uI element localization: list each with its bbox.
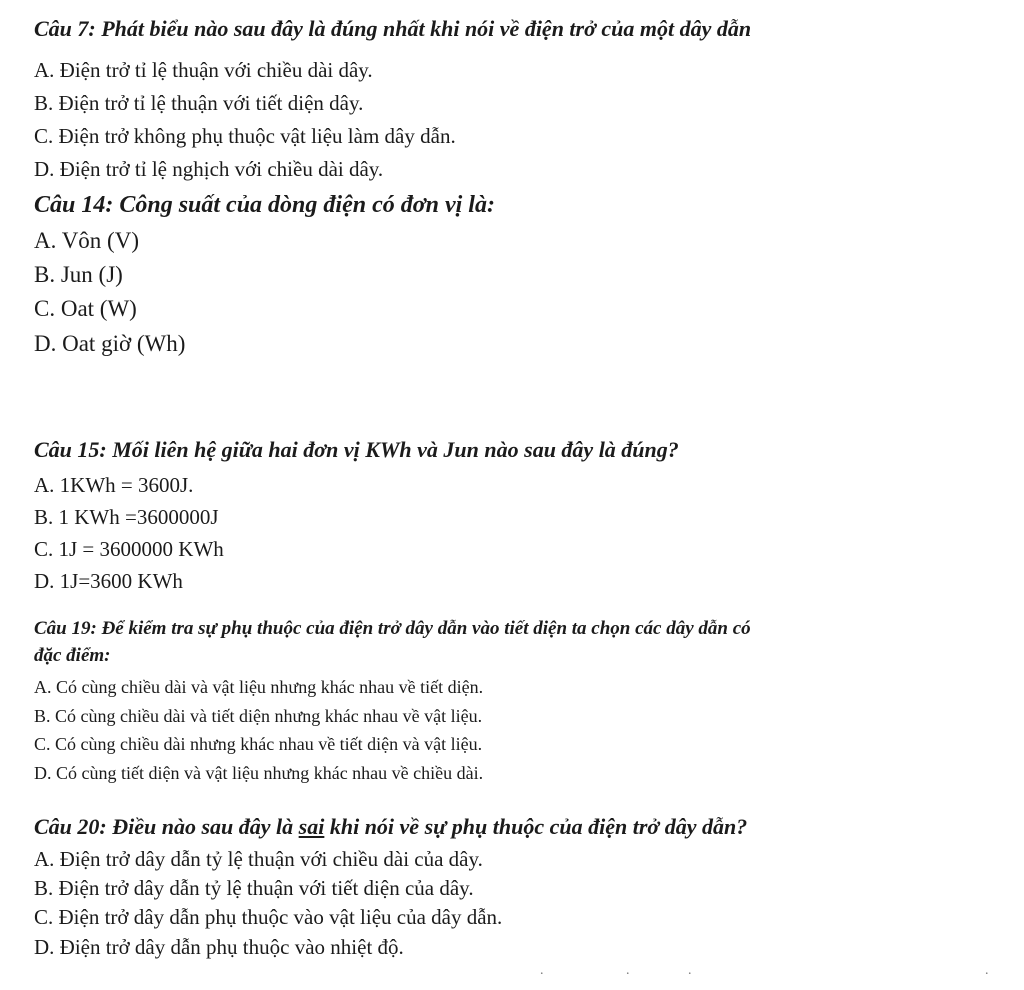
option-d: D. Điện trở tỉ lệ nghịch với chiều dài dây. [34,157,384,181]
option-a: A. Điện trở dây dẫn tỷ lệ thuận với chiều dài của dây. [34,847,483,871]
question-title: Câu 7: Phát biểu nào sau đây là đúng nhất khi nói về điện trở của một dây dẫn [34,16,752,41]
scan-speck: . [626,963,630,978]
option-a: A. 1KWh = 3600J. [34,473,194,497]
question-title-emphasis: sai [298,814,325,839]
option-b: B. Điện trở tỉ lệ thuận với tiết diện dây. [34,91,364,115]
question-title-line1: Câu 19: Để kiểm tra sự phụ thuộc của điện trở dây dẫn vào tiết diện ta chọn các dây dẫn có [34,618,751,639]
scan-speck: . [688,963,692,978]
option-b: B. Điện trở dây dẫn tỷ lệ thuận với tiết diện của dây. [34,876,474,900]
question-title [34,814,747,840]
question-title-end: khi nói về sự phụ thuộc của điện trở dây dẫn? [324,814,748,839]
option-b: B. Jun (J) [34,262,123,287]
scan-speck: . [985,963,989,978]
option-c: C. Điện trở dây dẫn phụ thuộc vào vật liệu của dây dẫn. [34,905,503,929]
question-title-line2: đặc điểm: [34,645,111,666]
option-c: C. Điện trở không phụ thuộc vật liệu làm dây dẫn. [34,124,456,148]
option-c: C. 1J = 3600000 KWh [34,537,224,561]
option-a: A. Vôn (V) [34,228,139,253]
question-title-start: Câu 20: Điều nào sau đây là [34,814,299,839]
option-d: D. Điện trở dây dẫn phụ thuộc vào nhiệt độ. [34,935,404,959]
option-a: A. Có cùng chiều dài và vật liệu nhưng khác nhau về tiết diện. [34,677,484,697]
option-d: D. 1J=3600 KWh [34,569,183,593]
question-title: Câu 14: Công suất của dòng điện có đơn vị là: [34,192,495,218]
option-b: B. 1 KWh =3600000J [34,505,219,529]
question-title: Câu 15: Mối liên hệ giữa hai đơn vị KWh và Jun nào sau đây là đúng? [34,437,679,462]
option-a: A. Điện trở tỉ lệ thuận với chiều dài dây. [34,58,373,82]
option-d: D. Oat giờ (Wh) [34,331,186,356]
option-c: C. Có cùng chiều dài nhưng khác nhau về tiết diện và vật liệu. [34,734,483,754]
option-c: C. Oat (W) [34,296,137,321]
option-b: B. Có cùng chiều dài và tiết diện nhưng khác nhau về vật liệu. [34,706,483,726]
scan-speck: . [540,963,544,978]
option-d: D. Có cùng tiết diện và vật liệu nhưng khác nhau về chiều dài. [34,763,484,783]
